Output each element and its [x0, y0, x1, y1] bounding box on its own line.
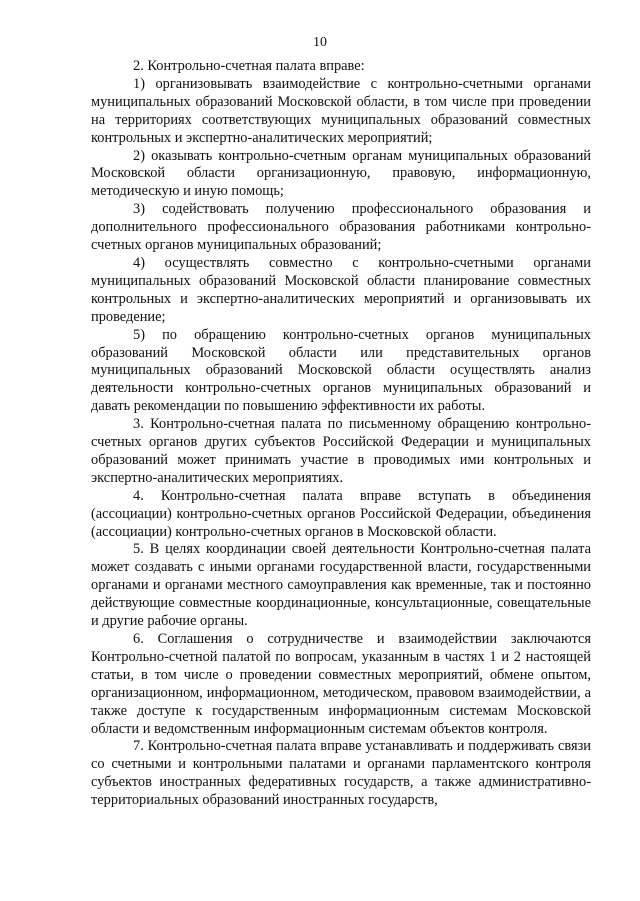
- paragraph-item-1: 1) организовывать взаимодействие с контрольно-счетными органами муниципальных образований Московской области, в том числе при проведении на территориях соответствующих муниципальных образований совместных контрольных и экспертно-аналитических мероприятий;: [91, 75, 591, 146]
- paragraph-part-2-heading: 2. Контрольно-счетная палата вправе:: [133, 58, 365, 74]
- document-body: [91, 58, 591, 810]
- paragraph-part-4: 4. Контрольно-счетная палата вправе вступать в объединения (ассоциации) контрольно-счетных органов Российской Федерации, объединения (ассоциации) контрольно-счетных органов в Московской области.: [91, 487, 591, 540]
- paragraph-item-2: 2) оказывать контрольно-счетным органам муниципальных образований Московской области организационную, правовую, информационную, методическую и иную помощь;: [91, 147, 591, 200]
- paragraph-part-5: 5. В целях координации своей деятельности Контрольно-счетная палата может создавать с иными органами государственной власти, государственными органами и органами местного самоуправления как временные, так и постоянно действующие совместные координационные, консультационные, совещательные и другие рабочие органы.: [91, 541, 591, 630]
- paragraph-part-3: 3. Контрольно-счетная палата по письменному обращению контрольно-счетных органов других субъектов Российской Федерации и муниципальных образований может принимать участие в проводимых ими контрольных и экспертно-аналитических мероприятиях.: [91, 416, 591, 486]
- paragraph-part-7: 7. Контрольно-счетная палата вправе устанавливать и поддерживать связи со счетными и контрольными палатами и органами парламентского контроля субъектов иностранных федеративных государств, а также административно-территориальных образований иностранных государств,: [91, 738, 591, 809]
- page-number: 10: [313, 35, 327, 50]
- paragraph-part-6: 6. Соглашения о сотрудничестве и взаимодействии заключаются Контрольно-счетной палатой по вопросам, указанным в частях 1 и 2 настоящей статьи, в том числе о проведении совместных мероприятий, обмене опытом, организационном, информационном, методическом, правовом взаимодействии, а также доступе к государственным информационным системам Московской области и ведомственным информационным системам объектов контроля.: [91, 631, 591, 737]
- paragraph-item-5: 5) по обращению контрольно-счетных органов муниципальных образований Московской области или представительных органов муниципальных образований Московской области осуществлять анализ деятельности контрольно-счетных органов муниципальных образований и давать рекомендации по повышению эффективности их работы.: [91, 326, 591, 415]
- paragraph-item-4: 4) осуществлять совместно с контрольно-счетными органами муниципальных образований Московской области планирование совместных контрольных и экспертно-аналитических мероприятий и организовывать их проведение;: [91, 254, 591, 325]
- paragraph-item-3: 3) содействовать получению профессионального образования и дополнительного профессионального образования работниками контрольно-счетных органов муниципальных образований;: [91, 201, 591, 254]
